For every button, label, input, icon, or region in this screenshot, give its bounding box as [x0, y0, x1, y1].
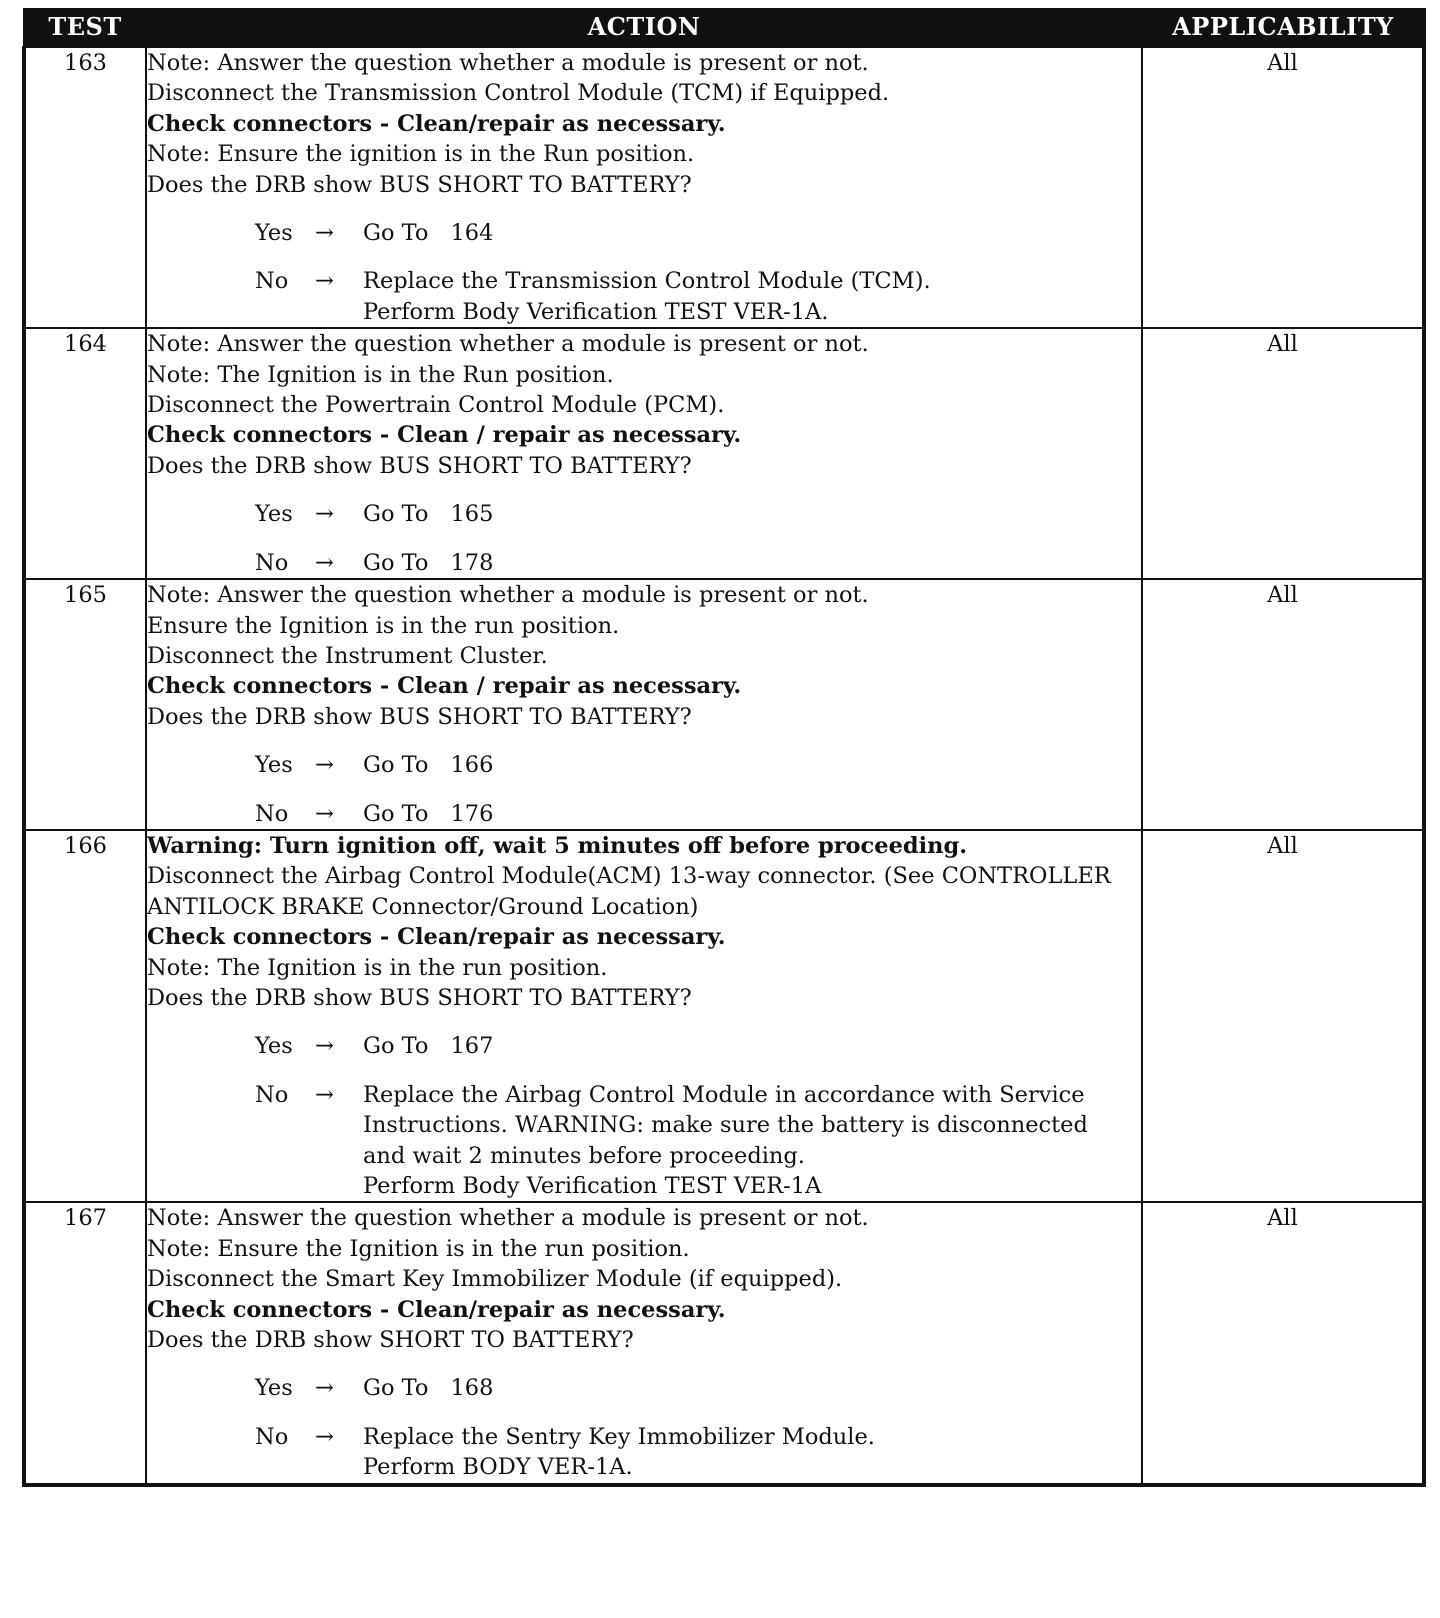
branch-yes: [147, 218, 1141, 248]
applicability-value: All: [1142, 328, 1424, 579]
branch-label: No: [255, 268, 289, 295]
goto-target: 164: [450, 220, 494, 247]
action-instruction-bold: Check connectors - Clean/repair as necessary.: [147, 110, 726, 137]
branch-result: [363, 750, 1141, 780]
test-number: 166: [24, 830, 146, 1202]
branch-list: [147, 1031, 1141, 1201]
action-instruction: Note: Ensure the Ignition is in the run position.: [147, 1235, 690, 1262]
arrow-right-icon: →: [315, 1033, 334, 1060]
goto-target: 166: [450, 752, 494, 779]
branch-label: Yes: [255, 752, 293, 779]
table-row: [24, 830, 1424, 1202]
branch-result: [363, 266, 1141, 327]
arrow-right-icon: →: [315, 1081, 334, 1108]
branch-no: [147, 548, 1141, 578]
test-number: 164: [24, 328, 146, 579]
branch-label: No: [255, 549, 289, 576]
branch-yes: [147, 1031, 1141, 1061]
action-instruction: Disconnect the Transmission Control Module (TCM) if Equipped.: [147, 80, 890, 107]
arrow-right-icon: →: [315, 549, 334, 576]
test-number: 167: [24, 1202, 146, 1484]
header-test: TEST: [24, 8, 146, 47]
arrow-right-icon: →: [315, 268, 334, 295]
action-instruction-bold: Check connectors - Clean/repair as necessary.: [147, 924, 726, 951]
action-instruction: Disconnect the Instrument Cluster.: [147, 642, 548, 669]
branch-label: Yes: [255, 220, 293, 247]
branch-list: [147, 218, 1141, 327]
branch-label: No: [255, 800, 289, 827]
branch-list: [147, 499, 1141, 578]
goto-target: 176: [450, 800, 494, 827]
branch-result: [363, 218, 1141, 248]
branch-instruction: Replace the Airbag Control Module in accordance with Service: [363, 1081, 1085, 1108]
branch-instruction: Instructions. WARNING: make sure the battery is disconnected: [363, 1112, 1088, 1139]
table-row: [24, 1202, 1424, 1484]
arrow-right-icon: →: [315, 1423, 334, 1450]
goto-target: 168: [450, 1375, 494, 1402]
action-instruction: Does the DRB show BUS SHORT TO BATTERY?: [147, 452, 692, 479]
arrow-right-icon: →: [315, 220, 334, 247]
goto-label: Go To: [363, 800, 429, 827]
branch-result: [363, 1373, 1141, 1403]
branch-result: [363, 1422, 1141, 1483]
goto-label: Go To: [363, 549, 429, 576]
action-instruction: Disconnect the Airbag Control Module(ACM) 13-way connector. (See CONTROLLER: [147, 863, 1111, 890]
goto-target: 165: [450, 501, 494, 528]
branch-no: [147, 799, 1141, 829]
action-instruction-bold: Check connectors - Clean/repair as necessary.: [147, 1296, 726, 1323]
action-cell: [146, 1202, 1142, 1484]
branch-yes: [147, 750, 1141, 780]
goto-target: 167: [450, 1033, 494, 1060]
goto-target: 178: [450, 549, 494, 576]
arrow-right-icon: →: [315, 501, 334, 528]
action-instruction: Note: Answer the question whether a module is present or not.: [147, 50, 869, 76]
arrow-right-icon: →: [315, 752, 334, 779]
branch-list: [147, 1373, 1141, 1482]
branch-label: No: [255, 1423, 289, 1450]
header-applicability: APPLICABILITY: [1142, 8, 1424, 47]
action-instruction: Note: Ensure the ignition is in the Run position.: [147, 141, 695, 168]
goto-label: Go To: [363, 1375, 429, 1402]
table-body: [24, 47, 1424, 1485]
branch-no: [147, 266, 1141, 327]
header-action: ACTION: [146, 8, 1142, 47]
action-instruction: Note: The Ignition is in the run position.: [147, 954, 608, 981]
table-row: [24, 328, 1424, 579]
action-instruction: Ensure the Ignition is in the run position.: [147, 612, 620, 639]
applicability-value: All: [1142, 1202, 1424, 1484]
test-number: 163: [24, 47, 146, 328]
branch-no: [147, 1080, 1141, 1202]
branch-label: No: [255, 1081, 289, 1108]
goto-label: Go To: [363, 501, 429, 528]
branch-result: [363, 499, 1141, 529]
action-cell: [146, 579, 1142, 830]
table-row: [24, 47, 1424, 328]
goto-label: Go To: [363, 1033, 429, 1060]
goto-label: Go To: [363, 752, 429, 779]
action-instruction: Note: Answer the question whether a module is present or not.: [147, 582, 869, 609]
action-instruction: Does the DRB show BUS SHORT TO BATTERY?: [147, 984, 692, 1011]
branch-result: [363, 799, 1141, 829]
branch-result: [363, 548, 1141, 578]
branch-result: [363, 1080, 1141, 1202]
action-cell: [146, 47, 1142, 328]
action-instruction: Note: Answer the question whether a module is present or not.: [147, 1205, 869, 1232]
branch-yes: [147, 499, 1141, 529]
action-instruction: Does the DRB show BUS SHORT TO BATTERY?: [147, 703, 692, 730]
branch-label: Yes: [255, 501, 293, 528]
branch-instruction: Perform Body Verification TEST VER-1A.: [363, 298, 829, 325]
branch-yes: [147, 1373, 1141, 1403]
action-instruction: Note: The Ignition is in the Run position.: [147, 361, 614, 388]
action-instruction: Does the DRB show SHORT TO BATTERY?: [147, 1327, 634, 1354]
branch-instruction: Replace the Transmission Control Module (TCM).: [363, 268, 931, 295]
action-instruction: ANTILOCK BRAKE Connector/Ground Location): [147, 893, 699, 920]
branch-label: Yes: [255, 1033, 293, 1060]
goto-label: Go To: [363, 220, 429, 247]
arrow-right-icon: →: [315, 800, 334, 827]
branch-list: [147, 750, 1141, 829]
action-instruction-bold: Warning: Turn ignition off, wait 5 minutes off before proceeding.: [147, 832, 968, 859]
action-instruction: Does the DRB show BUS SHORT TO BATTERY?: [147, 171, 692, 198]
applicability-value: All: [1142, 579, 1424, 830]
action-instruction: Disconnect the Smart Key Immobilizer Module (if equipped).: [147, 1266, 843, 1293]
action-instruction: Disconnect the Powertrain Control Module (PCM).: [147, 392, 725, 419]
action-cell: [146, 830, 1142, 1202]
table-header-row: [24, 8, 1424, 47]
branch-result: [363, 1031, 1141, 1061]
action-instruction: Note: Answer the question whether a module is present or not.: [147, 331, 869, 358]
branch-label: Yes: [255, 1375, 293, 1402]
branch-instruction: Perform BODY VER-1A.: [363, 1454, 633, 1481]
arrow-right-icon: →: [315, 1375, 334, 1402]
applicability-value: All: [1142, 830, 1424, 1202]
diagnostic-test-table: [22, 8, 1426, 1487]
action-cell: [146, 328, 1142, 579]
branch-instruction: Replace the Sentry Key Immobilizer Module.: [363, 1423, 875, 1450]
action-instruction-bold: Check connectors - Clean / repair as necessary.: [147, 673, 742, 700]
applicability-value: All: [1142, 47, 1424, 328]
test-number: 165: [24, 579, 146, 830]
branch-no: [147, 1422, 1141, 1483]
action-instruction-bold: Check connectors - Clean / repair as necessary.: [147, 422, 742, 449]
branch-instruction: Perform Body Verification TEST VER-1A: [363, 1173, 822, 1199]
table-row: [24, 579, 1424, 830]
branch-instruction: and wait 2 minutes before proceeding.: [363, 1142, 805, 1169]
